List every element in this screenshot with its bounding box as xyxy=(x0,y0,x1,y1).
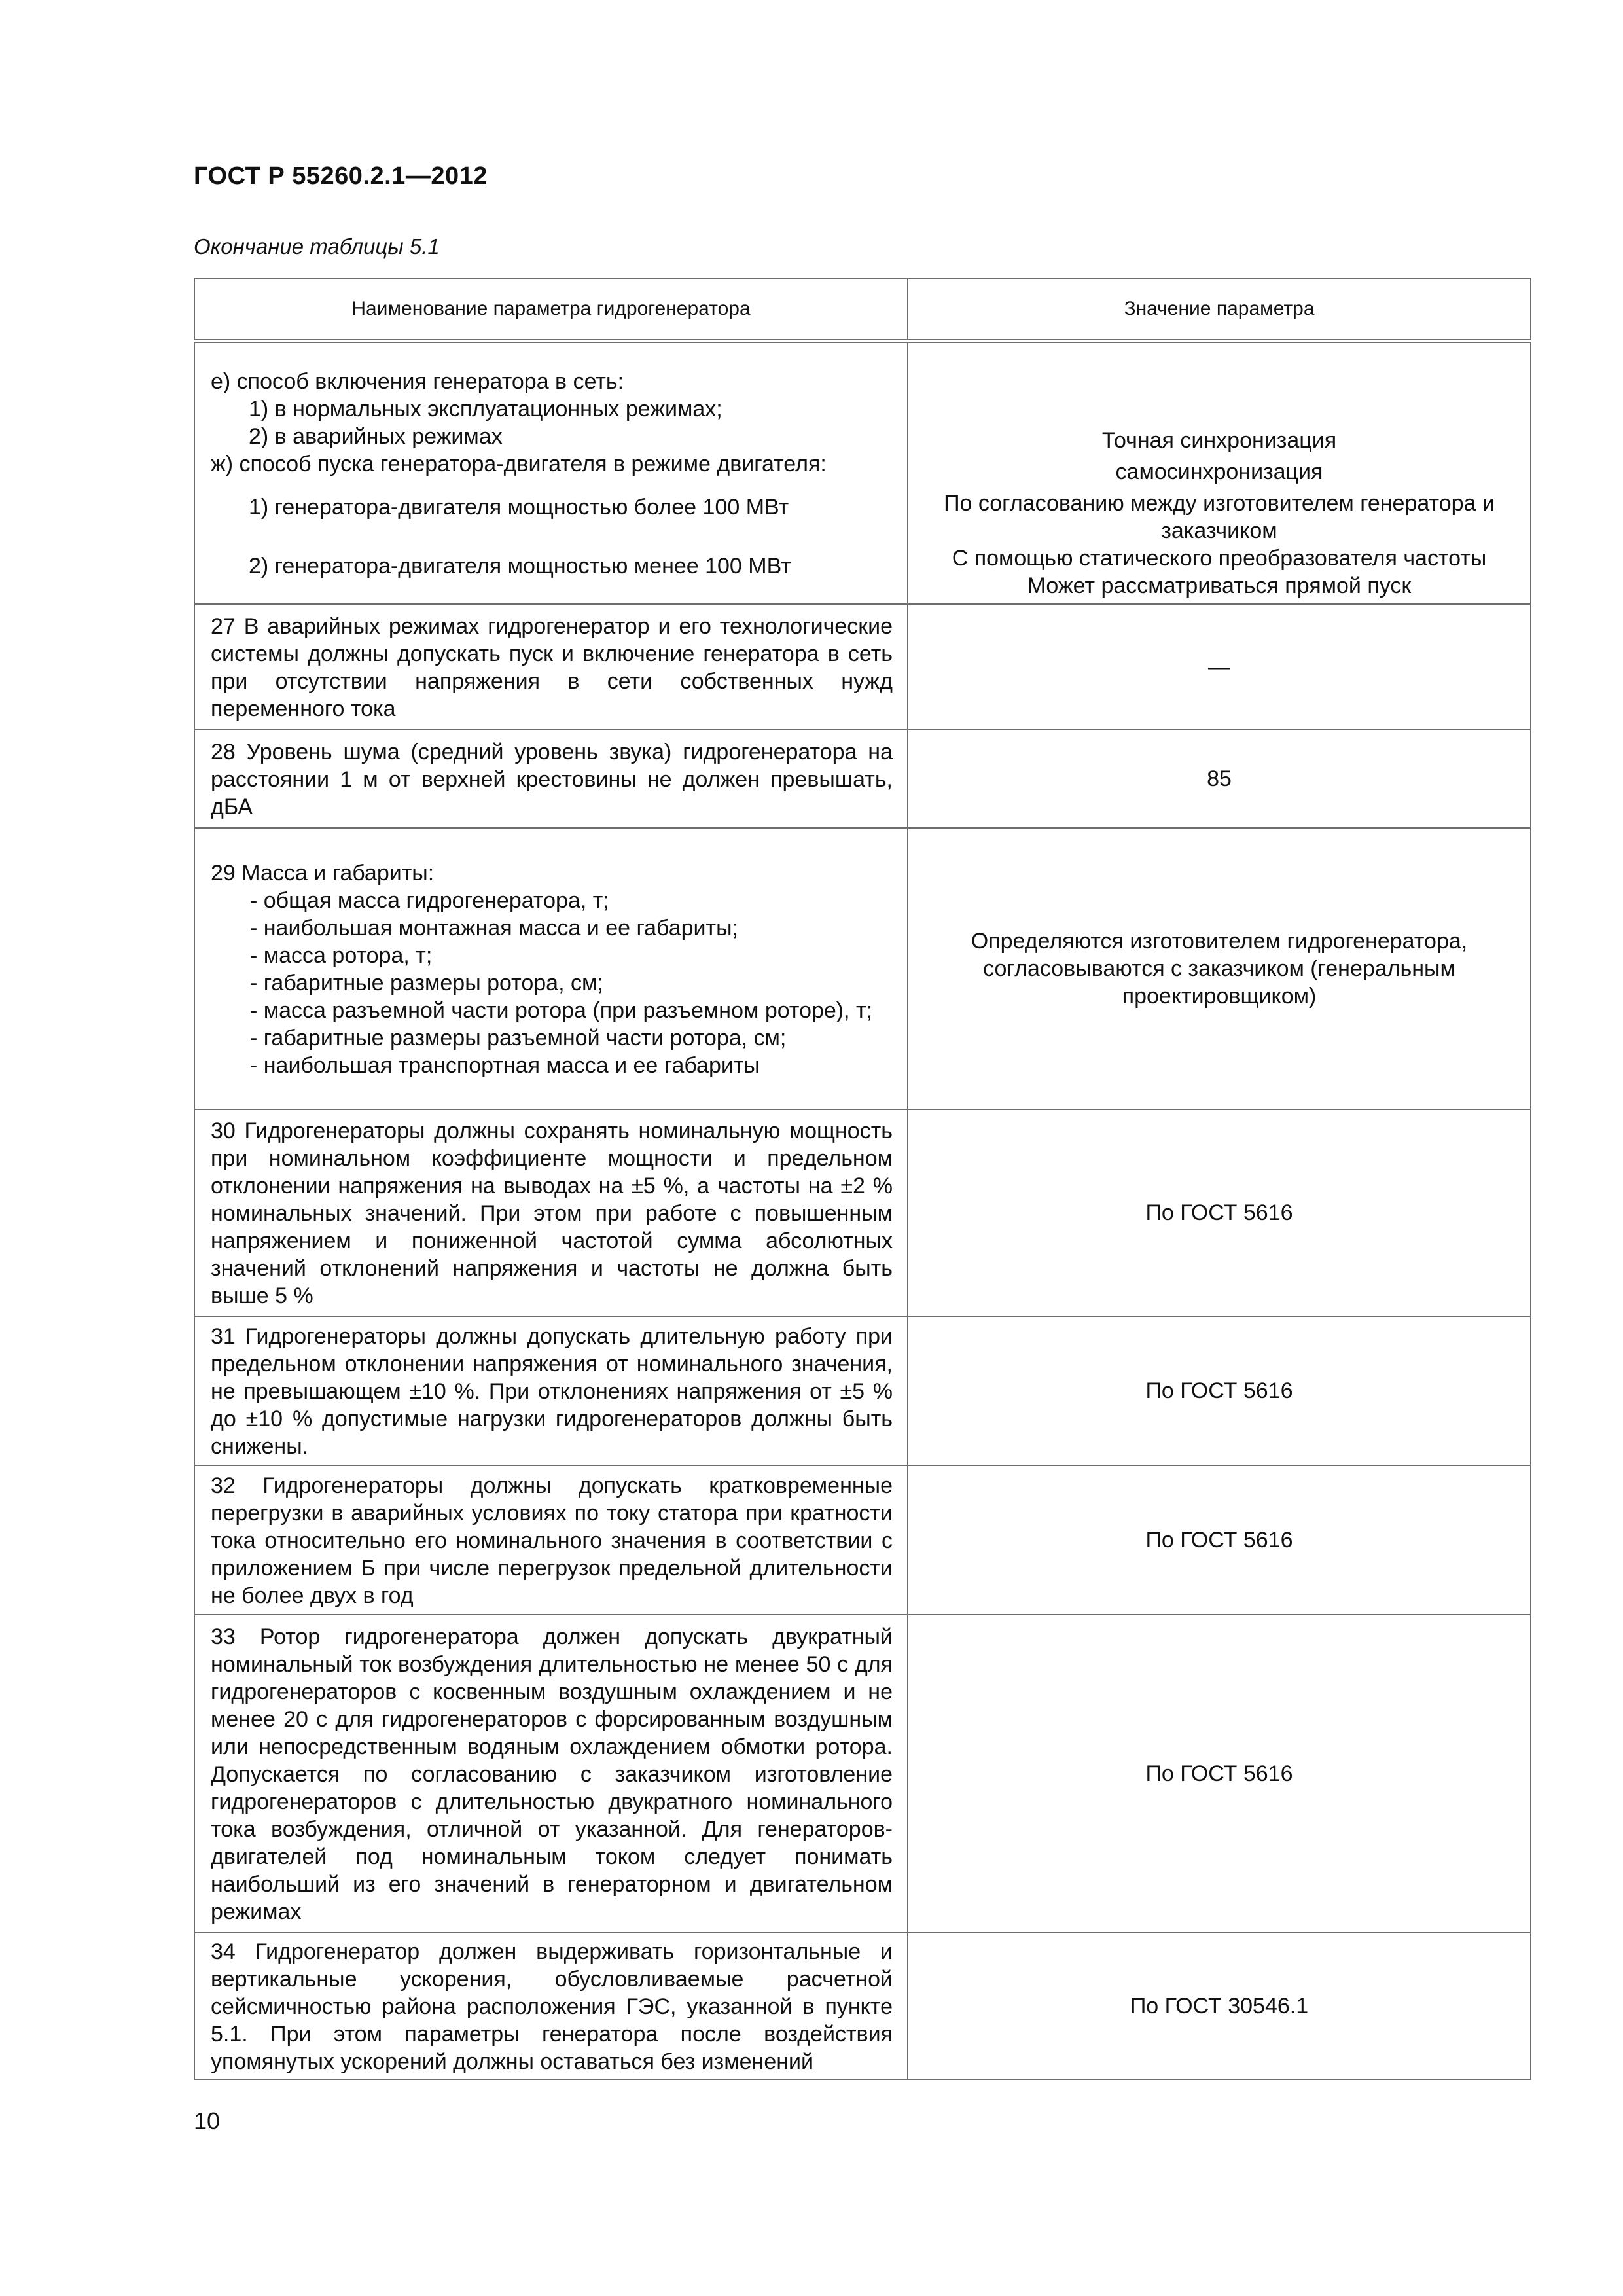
document-code: ГОСТ Р 55260.2.1—2012 xyxy=(194,162,488,190)
parameter-cell xyxy=(194,341,908,604)
column-header-parameter: Наименование параметра гидрогенератора xyxy=(194,278,908,341)
table-row xyxy=(194,341,1531,604)
param-line: - масса разъемной части ротора (при разъемном роторе), т; xyxy=(250,998,873,1023)
param-line: 1) генератора-двигателя мощностью более 100 МВт xyxy=(249,495,789,520)
param-line: - наибольшая монтажная масса и ее габариты; xyxy=(250,916,738,941)
value-line: С помощью статического преобразователя частоты xyxy=(952,546,1487,571)
table-row xyxy=(194,604,1531,730)
value-cell: По ГОСТ 5616 xyxy=(908,1109,1531,1316)
value-line: Может рассматриваться прямой пуск xyxy=(1027,573,1412,598)
param-line: - общая масса гидрогенератора, т; xyxy=(250,888,609,913)
param-line: - габаритные размеры разъемной части ротора, см; xyxy=(250,1026,787,1050)
table-row xyxy=(194,1615,1531,1933)
param-line: 1) в нормальных эксплуатационных режимах; xyxy=(249,397,722,422)
value-cell xyxy=(908,341,1531,604)
parameter-cell: 33 Ротор гидрогенератора должен допускать двукратный номинальный ток возбуждения длительностью не менее 50 с для гидрогенераторов с косвенным воздушным охлаждением и не менее 20 с для гидрогенераторов с форсированным воздушным или непосредственным водяным охлаждением обмотки ротора. Допускается по согласованию с заказчиком изготовление гидрогенераторов с длительностью двукратного номинального тока возбуждения, отличной от указанной. Для генераторов-двигателей под номинальным током следует понимать наибольший из его значений в генераторном и двигательном режимах xyxy=(194,1615,908,1933)
table-caption: Окончание таблицы 5.1 xyxy=(194,234,440,259)
parameter-cell: 27 В аварийных режимах гидрогенератор и его технологические системы должны допускать пуск и включение генератора в сеть при отсутствии напряжения в сети собственных нужд переменного тока xyxy=(194,604,908,730)
parameter-cell: 32 Гидрогенераторы должны допускать кратковременные перегрузки в аварийных условиях по току статора при кратности тока относительно его номинального значения в соответствии с приложением Б при числе перегрузок предельной длительности не более двух в год xyxy=(194,1465,908,1615)
param-line: - габаритные размеры ротора, см; xyxy=(250,971,603,996)
param-line: - наибольшая транспортная масса и ее габариты xyxy=(250,1053,760,1078)
table-header-row xyxy=(194,278,1531,341)
table-row xyxy=(194,828,1531,1109)
table-row xyxy=(194,730,1531,828)
param-line: 2) генератора-двигателя мощностью менее 100 МВт xyxy=(249,554,791,579)
param-line: 29 Масса и габариты: xyxy=(211,861,435,886)
param-line: ж) способ пуска генератора-двигателя в режиме двигателя: xyxy=(211,452,827,476)
table-row xyxy=(194,1933,1531,2079)
value-cell: По ГОСТ 5616 xyxy=(908,1465,1531,1615)
parameter-cell: 31 Гидрогенераторы должны допускать длительную работу при предельном отклонении напряжения от номинального значения, не превышающем ±10 %. При отклонениях напряжения от ±5 % до ±10 % допустимые нагрузки гидрогенераторов должны быть снижены. xyxy=(194,1316,908,1465)
value-cell: Определяются изготовителем гидрогенератора, согласовываются с заказчиком (генеральным проектировщиком) xyxy=(908,828,1531,1109)
table-row xyxy=(194,1109,1531,1316)
parameter-cell: 28 Уровень шума (средний уровень звука) гидрогенератора на расстоянии 1 м от верхней крестовины не должен превышать, дБА xyxy=(194,730,908,828)
value-cell: — xyxy=(908,604,1531,730)
page-number: 10 xyxy=(194,2108,221,2134)
value-line: самосинхронизация xyxy=(1115,459,1323,484)
value-line: По согласованию между изготовителем генератора и заказчиком xyxy=(944,491,1495,543)
parameters-table xyxy=(194,278,1531,2080)
param-line: - масса ротора, т; xyxy=(250,943,433,968)
value-cell: По ГОСТ 5616 xyxy=(908,1316,1531,1465)
value-cell: По ГОСТ 5616 xyxy=(908,1615,1531,1933)
table-row xyxy=(194,1465,1531,1615)
value-line: Точная синхронизация xyxy=(1101,428,1337,453)
param-line: е) способ включения генератора в сеть: xyxy=(211,369,624,394)
parameter-cell: 34 Гидрогенератор должен выдерживать горизонтальные и вертикальные ускорения, обусловливаемые расчетной сейсмичностью района расположения ГЭС, указанной в пункте 5.1. При этом параметры генератора после воздействия упомянутых ускорений должны оставаться без изменений xyxy=(194,1933,908,2079)
value-cell: По ГОСТ 30546.1 xyxy=(908,1933,1531,2079)
column-header-value: Значение параметра xyxy=(908,278,1531,341)
value-cell: 85 xyxy=(908,730,1531,828)
param-line: 2) в аварийных режимах xyxy=(249,424,503,449)
table-row xyxy=(194,1316,1531,1465)
parameter-cell: 30 Гидрогенераторы должны сохранять номинальную мощность при номинальном коэффициенте мощности и предельном отклонении напряжения на выводах на ±5 %, а частоты на ±2 % номинальных значений. При этом при работе с повышенным напряжением и пониженной частотой сумма абсолютных значений отклонений напряжения и частоты не должна быть выше 5 % xyxy=(194,1109,908,1316)
parameter-cell xyxy=(194,828,908,1109)
